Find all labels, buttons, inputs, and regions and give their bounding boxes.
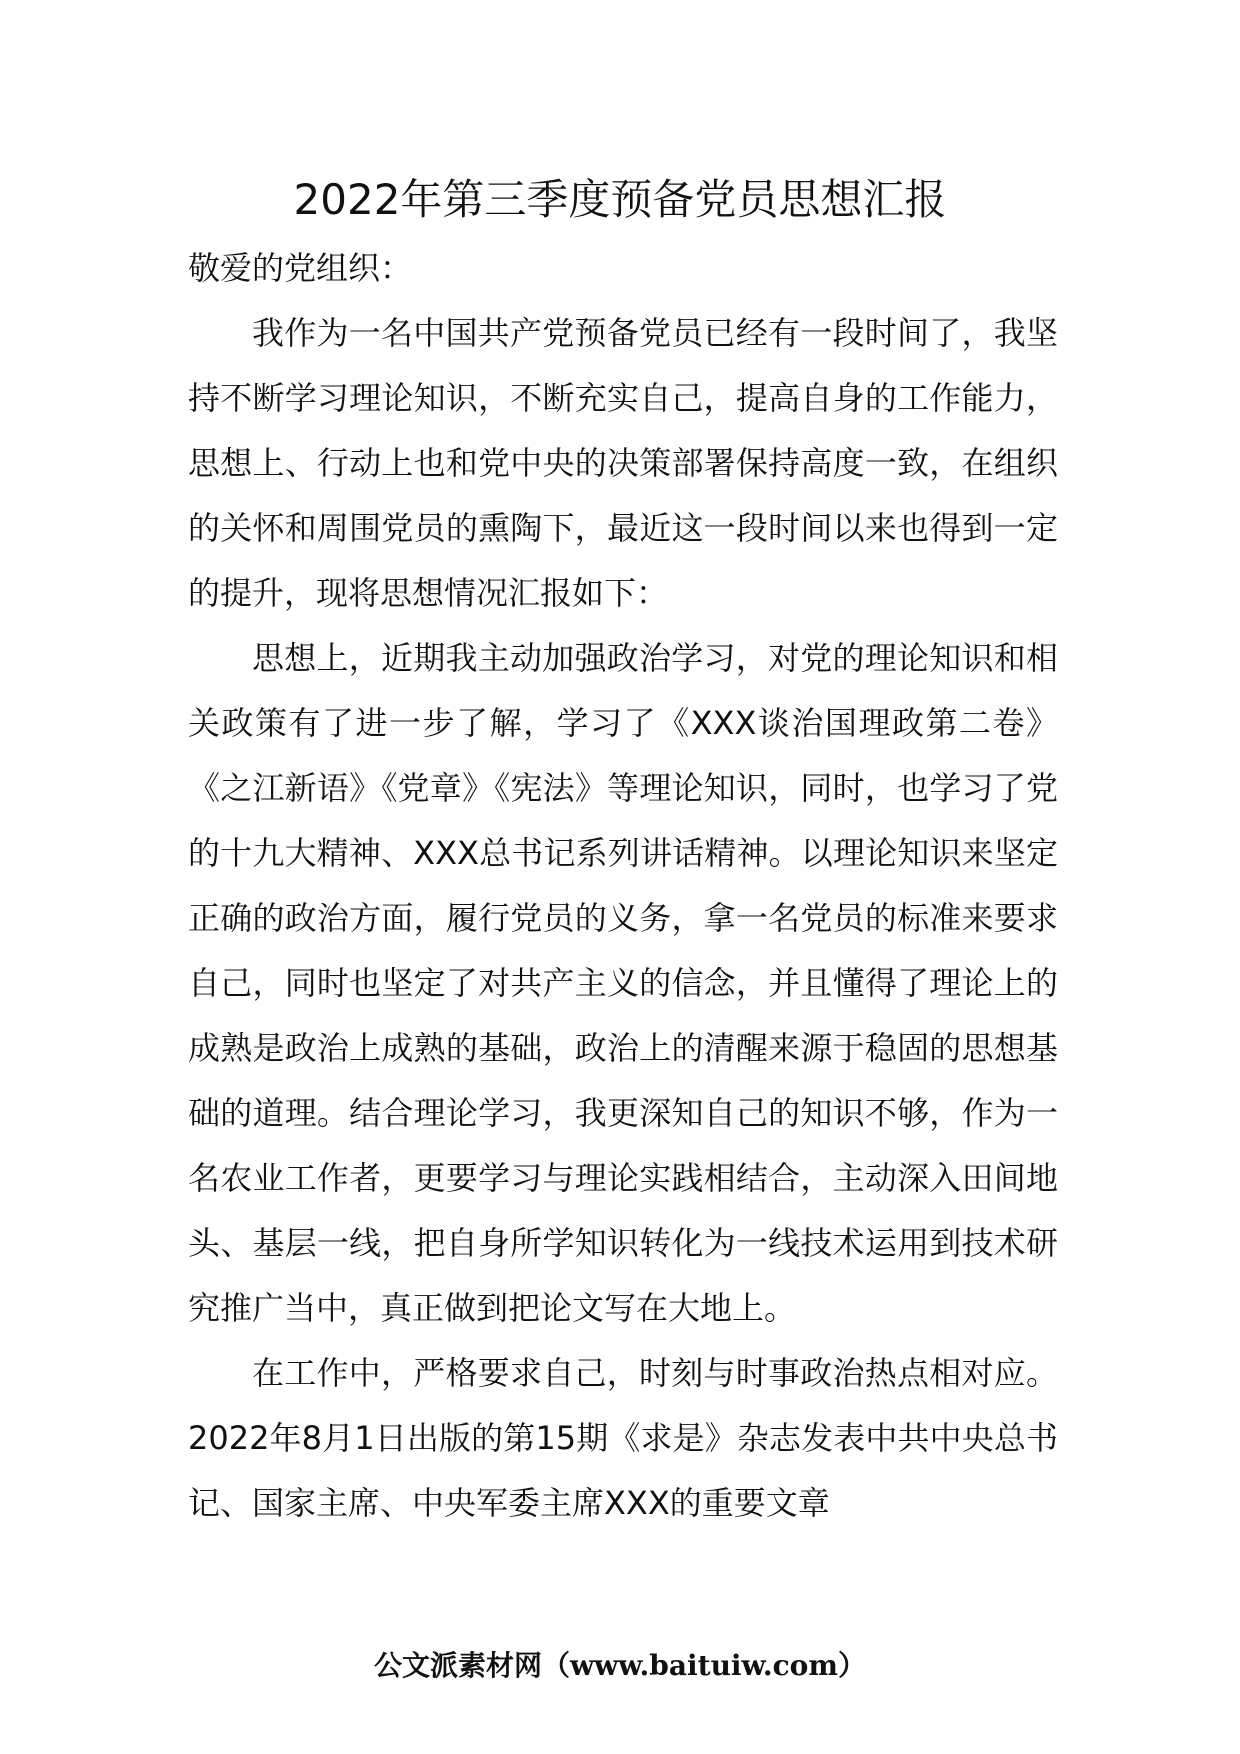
salutation: 敬爱的党组织：	[188, 249, 413, 287]
paragraph-thought: 思想上，近期我主动加强政治学习，对党的理论知识和相关政策有了进一步了解，学习了《XXX谈治国理政第二卷》《之江新语》《党章》《宪法》等理论知识，同时，也学习了党的十九大精神、XXX总书记系列讲话精神。以理论知识来坚定正确的政治方面，履行党员的义务，拿一名党员的标准来要求自己，同时也坚定了对共产主义的信念，并且懂得了理论上的成熟是政治上成熟的基础，政治上的清醒来源于稳固的思想基础的道理。结合理论学习，我更深知自己的知识不够，作为一名农业工作者，更要学习与理论实践相结合，主动深入田间地头、基层一线，把自身所学知识转化为一线技术运用到技术研究推广当中，真正做到把论文写在大地上。	[188, 639, 1058, 1327]
paragraph-intro: 我作为一名中国共产党预备党员已经有一段时间了，我坚持不断学习理论知识，不断充实自己，提高自身的工作能力，思想上、行动上也和党中央的决策部署保持高度一致，在组织的关怀和周围党员的熏陶下，最近这一段时间以来也得到一定的提升，现将思想情况汇报如下：	[188, 314, 1058, 612]
document-body	[188, 236, 1058, 1536]
document-title: 2022年第三季度预备党员思想汇报	[293, 175, 947, 224]
footer-watermark: 公文派素材网（www.baituiw.com）	[374, 1649, 866, 1682]
paragraph-work: 在工作中，严格要求自己，时刻与时事政治热点相对应。2022年8月1日出版的第15期《求是》杂志发表中共中央总书记、国家主席、中央军委主席XXX的重要文章	[188, 1354, 1058, 1522]
